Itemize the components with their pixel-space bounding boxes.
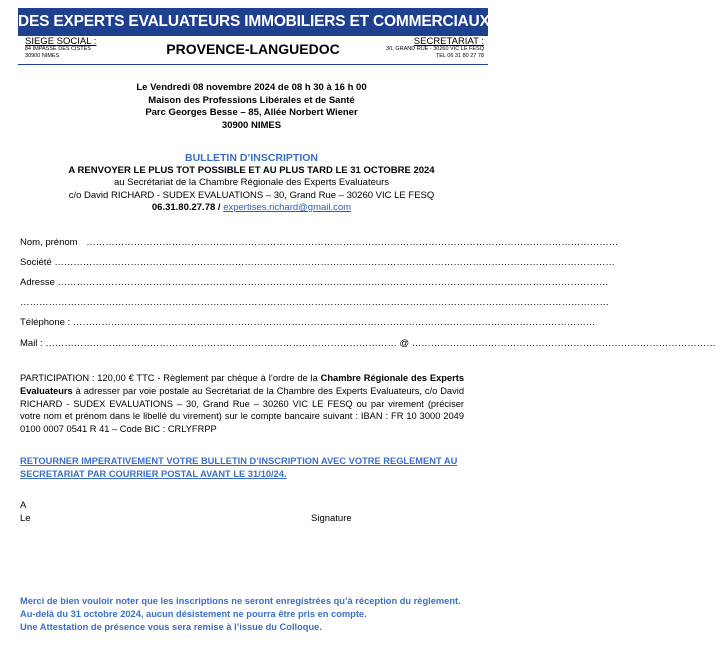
address-label: Adresse bbox=[20, 277, 55, 288]
phone-field[interactable] bbox=[20, 317, 596, 328]
siege-label: SIEGE SOCIAL : bbox=[25, 36, 97, 47]
event-info bbox=[0, 82, 503, 132]
participation-paragraph bbox=[20, 372, 464, 436]
secretariat-line2: TEL 06 31 80 27 78 bbox=[435, 53, 484, 59]
secretariat-line1: 30, GRAND RUE - 30260 VIC LE FESQ bbox=[386, 46, 484, 52]
bulletin-co: c/o David RICHARD - SUDEX EVALUATIONS – 30, Grand Rue – 30260 VIC LE FESQ bbox=[68, 189, 435, 201]
event-address: Parc Georges Besse – 85, Allée Norbert Wiener bbox=[145, 107, 358, 118]
phone-label: Téléphone : bbox=[20, 317, 71, 328]
bulletin-title: BULLETIN D’INSCRIPTION bbox=[185, 152, 318, 164]
bulletin-email-link[interactable]: expertises.richard@gmail.com bbox=[223, 202, 352, 213]
company-field[interactable] bbox=[20, 257, 615, 268]
return-notice: RETOURNER IMPERATIVEMENT VOTRE BULLETIN D’INSCRIPTION AVEC VOTRE REGLEMENT AU SECRETARIAT PAR COURRIER POSTAL AVANT LE 31/10/24. bbox=[20, 456, 458, 479]
place-label: A bbox=[20, 500, 27, 511]
name-field[interactable] bbox=[20, 237, 618, 248]
footer-line1: Merci de bien vouloir noter que les inscriptions ne seront enregistrées qu’à réception du règlement. bbox=[20, 596, 461, 606]
address-field[interactable] bbox=[20, 277, 609, 288]
name-dots: …………………………………………………………………………………………………………………………………………………… bbox=[86, 237, 619, 248]
company-label: Société bbox=[20, 257, 52, 268]
mail-dots-left: ………………………………………………………………………………………………… @ bbox=[45, 338, 410, 349]
header-title: DES EXPERTS EVALUATEURS IMMOBILIERS ET COMMERCIAUX bbox=[18, 8, 488, 36]
event-city: 30900 NIMES bbox=[221, 119, 282, 131]
bulletin-phone: 06.31.80.27.78 / bbox=[151, 202, 221, 213]
bulletin-to: au Secrétariat de la Chambre Régionale des Experts Evaluateurs bbox=[113, 177, 390, 188]
event-date: Le Vendredi 08 novembre 2024 de 08 h 30 à 16 h 00 bbox=[136, 82, 367, 93]
region-name: PROVENCE-LANGUEDOC bbox=[166, 41, 340, 57]
name-label: Nom, prénom bbox=[20, 237, 78, 248]
footer-line3: Une Attestation de présence vous sera remise à l’issue du Colloque. bbox=[20, 621, 322, 632]
company-dots: …………………………………………………………………………………………………………………………………………………………… bbox=[54, 257, 615, 268]
header-address-row bbox=[18, 37, 488, 65]
secretariat-label: SECRETARIAT : bbox=[413, 36, 484, 47]
event-venue: Maison des Professions Libérales et de Santé bbox=[148, 94, 355, 106]
address-dots: ………………………………………………………………………………………………………………………………………………………… bbox=[57, 277, 609, 288]
footer-notes bbox=[20, 595, 466, 633]
secretariat bbox=[386, 37, 484, 60]
bulletin-deadline: A RENVOYER LE PLUS TOT POSSIBLE ET AU PLUS TARD LE 31 OCTOBRE 2024 bbox=[68, 164, 435, 176]
bulletin-header bbox=[0, 152, 503, 215]
footer-line2: Au-delà du 31 octobre 2024, aucun désistement ne pourra être pris en compte. bbox=[20, 608, 367, 619]
address2-dots[interactable]: …………………………………………………………………………………………………………………………………………………………………… bbox=[20, 297, 609, 308]
bulletin-contact bbox=[0, 202, 503, 215]
siege-line1: 84 IMPASSE DES CISTES bbox=[25, 46, 91, 52]
siege-line2: 30900 NIMES bbox=[25, 53, 60, 59]
mail-label: Mail : bbox=[20, 338, 43, 349]
mail-field[interactable] bbox=[20, 338, 716, 349]
phone-dots: ………………………………………………………………………………………………………………………………………………… bbox=[72, 317, 596, 328]
participation-label: PARTICIPATION : 120,00 € TTC - Règlement par chèque à l’ordre de la bbox=[20, 373, 321, 383]
date-label: Le bbox=[20, 513, 31, 524]
participation-bold: Chambre Régionale des Experts Evaluateurs bbox=[20, 373, 464, 396]
signature-label: Signature bbox=[311, 513, 352, 524]
participation-rest: à adresser par voie postale au Secrétariat de la Chambre des Experts Evaluateurs, c/o David RICHARD - SUDEX EVALUATIONS – 30, Grand Rue – 30260 VIC LE FESQ ou par virement (préciser votre nom et prénom dans le libellé du virement) sur le compte bancaire suivant : IBAN : FR 10 3000 2049 0100 0007 0541 R 41 – Code BIC : CRLYFRPP bbox=[20, 385, 464, 435]
mail-dots-right: …………………………………………………………………………………… bbox=[411, 338, 716, 349]
